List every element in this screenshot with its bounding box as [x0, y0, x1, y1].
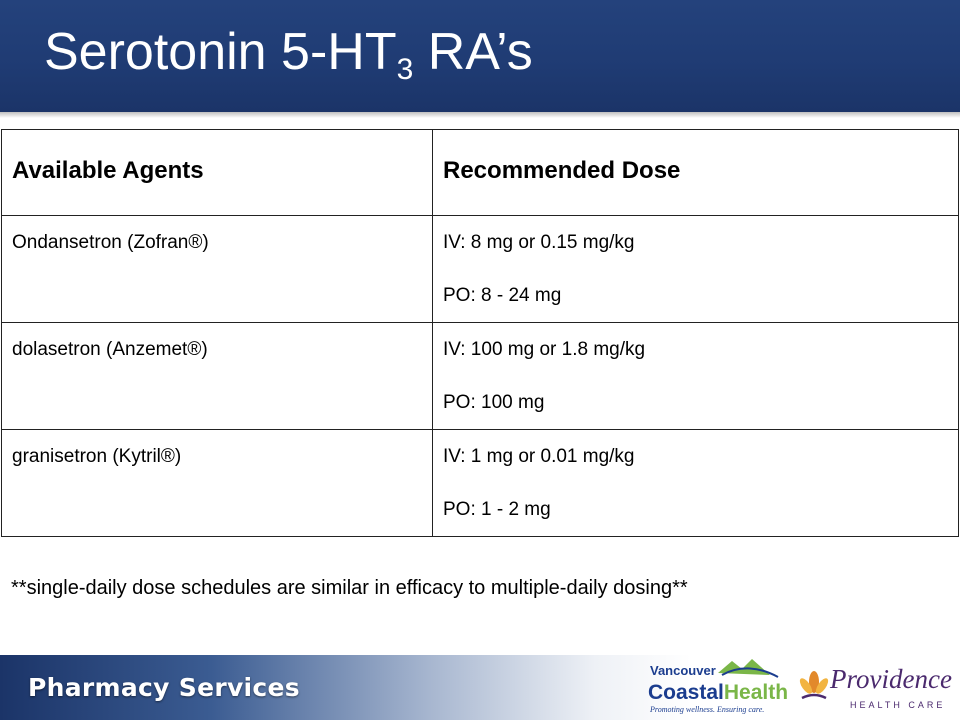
title-subscript: 3 [396, 53, 414, 86]
dose-iv: IV: 8 mg or 0.15 mg/kg [443, 232, 635, 253]
providence-flower-icon [798, 671, 831, 698]
dose-cell [433, 216, 959, 323]
agent-cell: granisetron (Kytril®) [2, 430, 433, 537]
footer-label: Pharmacy Services [28, 673, 300, 702]
title-main: Serotonin 5-HT [44, 23, 397, 81]
providence-logo-name: Providence [830, 664, 952, 694]
dose-cell [433, 430, 959, 537]
svg-text:CoastalHealth [648, 681, 788, 704]
title-end: RA’s [413, 23, 533, 81]
providence-logo-subtitle: HEALTH CARE [850, 700, 946, 710]
footnote: **single-daily dose schedules are similar in efficacy to multiple-daily dosing** [11, 577, 688, 599]
table-row [2, 323, 959, 430]
slide-title [44, 23, 533, 86]
table-header-row [2, 130, 959, 216]
vch-logo-line1: Vancouver [650, 663, 716, 678]
header-recommended-dose: Recommended Dose [433, 130, 959, 216]
dose-iv: IV: 1 mg or 0.01 mg/kg [443, 446, 635, 467]
table-row [2, 216, 959, 323]
title-bar [0, 0, 960, 112]
dose-cell [433, 323, 959, 430]
dose-po: PO: 1 - 2 mg [443, 498, 551, 520]
providence-health-care-logo [796, 652, 954, 716]
agent-cell: Ondansetron (Zofran®) [2, 216, 433, 323]
agents-table [1, 129, 959, 537]
vch-logo-tagline: Promoting wellness. Ensuring care. [650, 705, 765, 714]
dose-iv: IV: 100 mg or 1.8 mg/kg [443, 339, 646, 360]
header-available-agents: Available Agents [2, 130, 433, 216]
dose-po: PO: 8 - 24 mg [443, 284, 562, 306]
vch-logo-health: Health [723, 681, 788, 704]
vancouver-coastal-health-logo [648, 659, 788, 717]
table-row [2, 430, 959, 537]
dose-po: PO: 100 mg [443, 391, 545, 413]
vch-logo-coastal: Coastal [648, 681, 724, 704]
agent-cell: dolasetron (Anzemet®) [2, 323, 433, 430]
